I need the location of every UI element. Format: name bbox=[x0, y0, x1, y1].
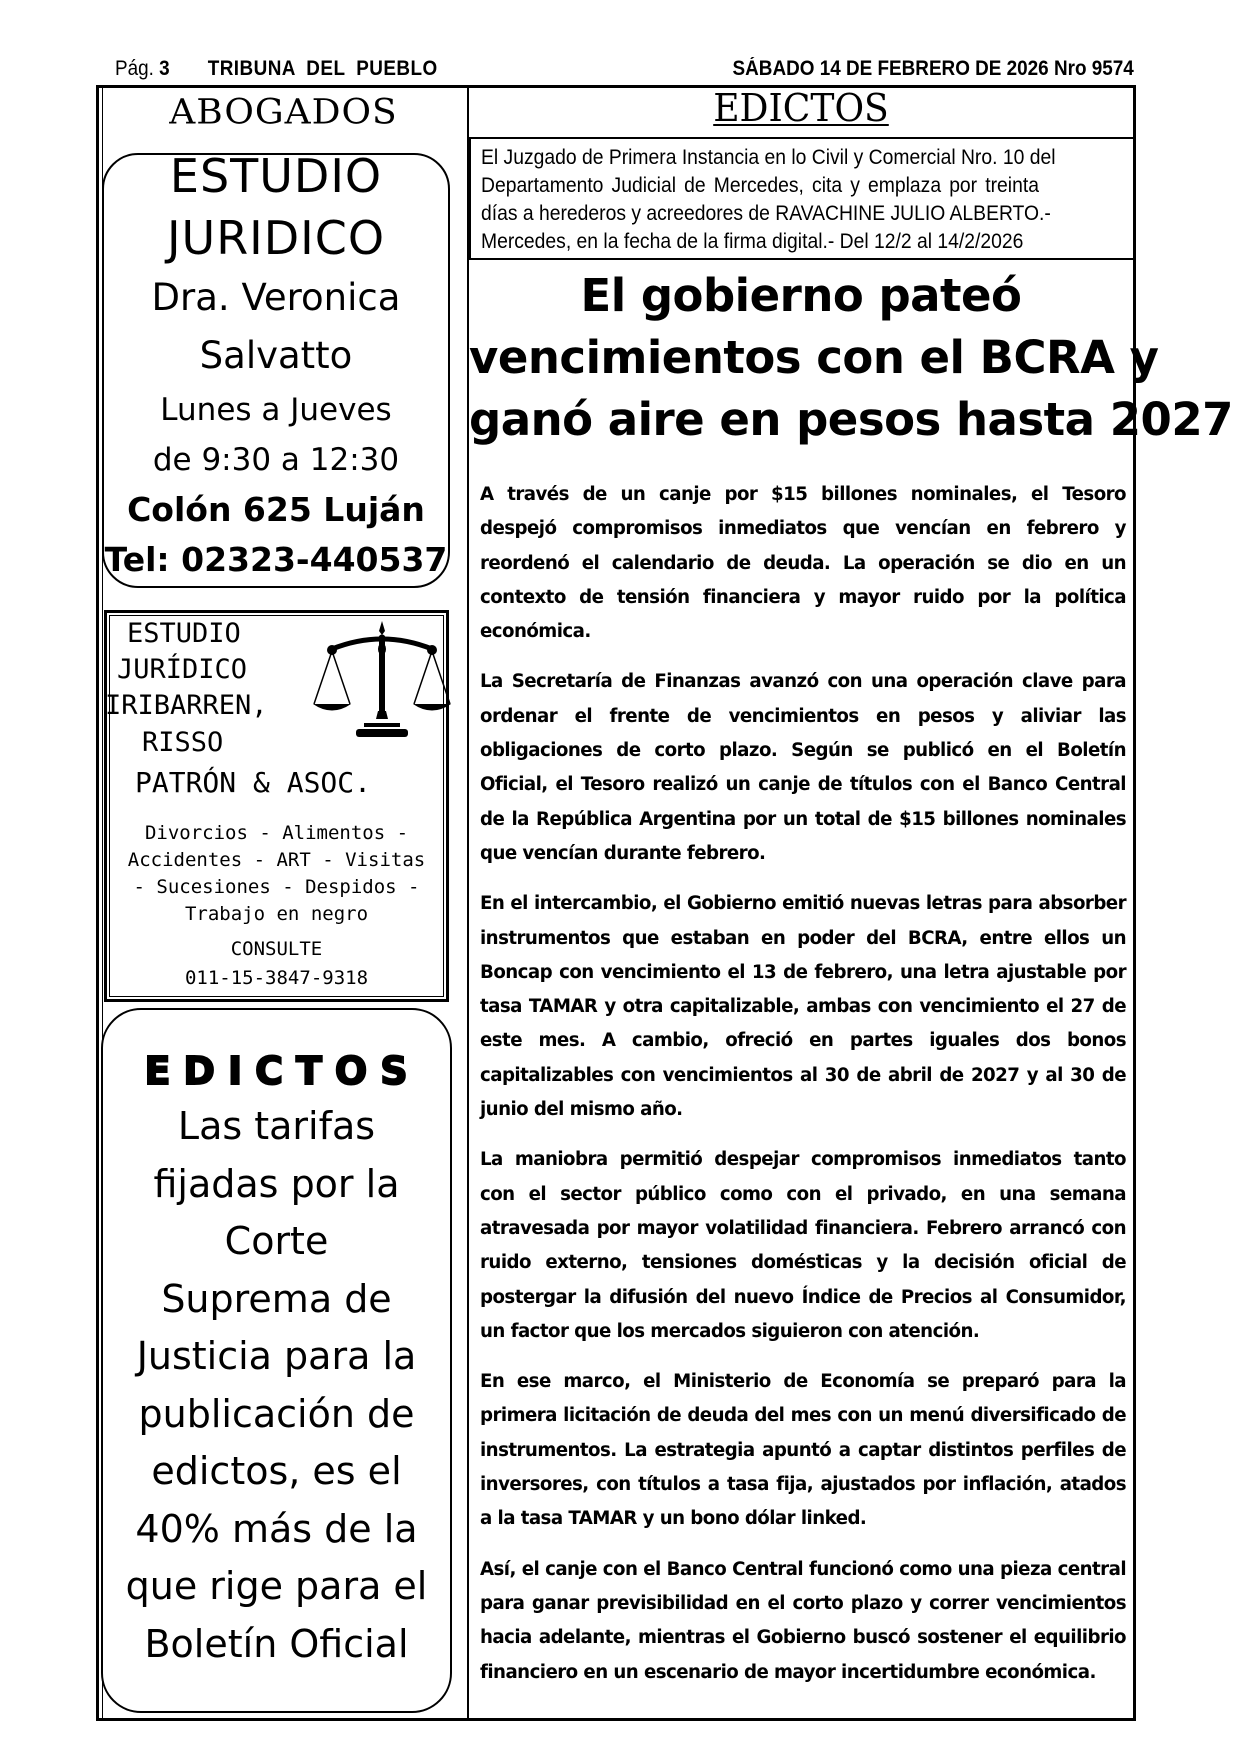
ad-line: JURIDICO bbox=[166, 211, 386, 265]
section-title-text: EDICTOS bbox=[713, 86, 889, 130]
ad-line: IRIBARREN, bbox=[105, 690, 268, 721]
contact-block bbox=[107, 935, 446, 993]
section-title-edictos bbox=[486, 86, 1117, 130]
edicto-line: El Juzgado de Primera Instancia en lo Civil y Comercial Nro. 10 del bbox=[481, 146, 1056, 169]
article-paragraph: A través de un canje por $15 billones nominales, el Tesoro despejó compromisos inmediatos que vencían en febrero y reordenó el calendario de deuda. La operación se dio en un contexto de tensión financiera y mayor ruido por la política económica. bbox=[480, 484, 1126, 643]
ad-line: Justicia para la bbox=[136, 1334, 417, 1378]
contact-phone: 011-15-3847-9318 bbox=[184, 967, 369, 989]
ad-line: ESTUDIO bbox=[127, 618, 241, 649]
page-number bbox=[115, 57, 170, 81]
ad-line: Lunes a Jueves bbox=[160, 392, 392, 428]
edicto-notice bbox=[469, 137, 1136, 260]
ad-line: JURÍDICO bbox=[117, 654, 248, 685]
edicto-line: Departamento Judicial de Mercedes, cita y emplaza por treinta bbox=[481, 174, 1039, 197]
page-label: Pág. bbox=[115, 57, 154, 80]
edicto-line: Mercedes, en la fecha de la firma digital.- Del 12/2 al 14/2/2026 bbox=[481, 230, 1024, 253]
edicto-line: días a herederos y acreedores de RAVACHINE JULIO ALBERTO.- bbox=[481, 202, 1051, 225]
ad-estudio-iribarren bbox=[104, 610, 449, 1002]
ad-line: ESTUDIO bbox=[169, 149, 383, 203]
service-line: - Sucesiones - Despidos - bbox=[133, 876, 420, 898]
services-list bbox=[107, 820, 446, 928]
ad-line: Salvatto bbox=[199, 334, 353, 377]
ad-edictos-tarifas bbox=[101, 1008, 452, 1713]
headline-line: vencimientos con el BCRA y bbox=[469, 331, 1159, 384]
article-paragraph: La Secretaría de Finanzas avanzó con una operación clave para ordenar el frente de vencimientos en pesos y aliviar las obligaciones de corto plazo. Según se publicó en el Boletín Oficial, el Tesoro realizó un canje de títulos con el Banco Central de la República Argentina por un total de $15 billones nominales que vencían durante febrero. bbox=[480, 671, 1126, 864]
ad-line: Las tarifas bbox=[177, 1104, 376, 1148]
ad-edictos-heading: EDICTOS bbox=[144, 1049, 421, 1093]
article-headline bbox=[469, 265, 1233, 451]
headline-line: ganó aire en pesos hasta 2027 bbox=[469, 393, 1233, 446]
ad-line: Dra. Veronica bbox=[151, 276, 401, 319]
ad-line: que rige para el bbox=[125, 1564, 428, 1608]
issue-date: SÁBADO 14 DE FEBRERO DE 2026 Nro 9574 bbox=[732, 57, 1134, 80]
ad-edictos-body bbox=[103, 1098, 450, 1673]
ad-address: Colón 625 Luján bbox=[127, 490, 425, 529]
ad-line: de 9:30 a 12:30 bbox=[152, 442, 400, 478]
ad-line: PATRÓN & ASOC. bbox=[135, 766, 372, 799]
article-paragraph: Así, el canje con el Banco Central funcionó como una pieza central para ganar previsibilidad en el corto plazo y correr vencimientos hacia adelante, mientras el Gobierno buscó sostener el equilibrio financiero en un escenario de mayor incertidumbre económica. bbox=[480, 1558, 1126, 1683]
service-line: Divorcios - Alimentos - bbox=[144, 822, 409, 844]
masthead bbox=[115, 57, 1134, 83]
ad-line: Suprema de bbox=[161, 1276, 392, 1321]
article-body bbox=[480, 478, 1126, 1706]
ad-line: 40% más de la bbox=[135, 1506, 418, 1551]
ad-line: RISSO bbox=[142, 727, 224, 758]
consult-label: CONSULTE bbox=[230, 938, 323, 960]
newspaper-name: TRIBUNA DEL PUEBLO bbox=[207, 57, 438, 80]
service-line: Trabajo en negro bbox=[184, 903, 369, 925]
article-paragraph: En el intercambio, el Gobierno emitió nuevas letras para absorber instrumentos que estaban en poder del BCRA, entre ellos un Boncap con vencimiento el 13 de febrero, una letra ajustable por tasa TAMAR y otra capitalizable, ambas con vencimiento el 27 de este mes. A cambio, ofreció en partes iguales dos bonos capitalizables con vencimientos al 30 de abril de 2027 y al 30 de junio del mismo año. bbox=[480, 893, 1126, 1121]
ad-line: publicación de bbox=[138, 1391, 415, 1436]
ad-estudio-salvatto bbox=[102, 149, 450, 588]
ad-line: edictos, es el bbox=[151, 1449, 402, 1493]
article-paragraph: La maniobra permitió despejar compromisos inmediatos tanto con el sector público como con el privado, en una semana atravesada por mayor volatilidad financiera. Febrero arrancó con ruido externo, tensiones domésticas y la decisión oficial de postergar la difusión del nuevo Índice de Precios al Consumidor, un factor que los mercados siguieron con atención. bbox=[480, 1149, 1126, 1342]
scales-of-justice-icon bbox=[312, 619, 452, 744]
ad-phone: Tel: 02323-440537 bbox=[104, 540, 448, 579]
service-line: Accidentes - ART - Visitas bbox=[127, 849, 426, 871]
headline-line: El gobierno pateó bbox=[580, 269, 1022, 322]
ad-line: Boletín Oficial bbox=[144, 1621, 409, 1666]
article-paragraph: En ese marco, el Ministerio de Economía se preparó para la primera licitación de deuda del mes con un menú diversificado de instrumentos. La estrategia apuntó a captar distintos perfiles de inversores, con títulos a tasa fija, ajustados por inflación, atados a la tasa TAMAR y un bono dólar linked. bbox=[480, 1371, 1126, 1530]
ad-line: fijadas por la bbox=[153, 1161, 400, 1206]
page-number-value: 3 bbox=[159, 57, 170, 80]
ad-line: Corte bbox=[224, 1219, 329, 1263]
section-title-abogados: ABOGADOS bbox=[169, 93, 398, 132]
